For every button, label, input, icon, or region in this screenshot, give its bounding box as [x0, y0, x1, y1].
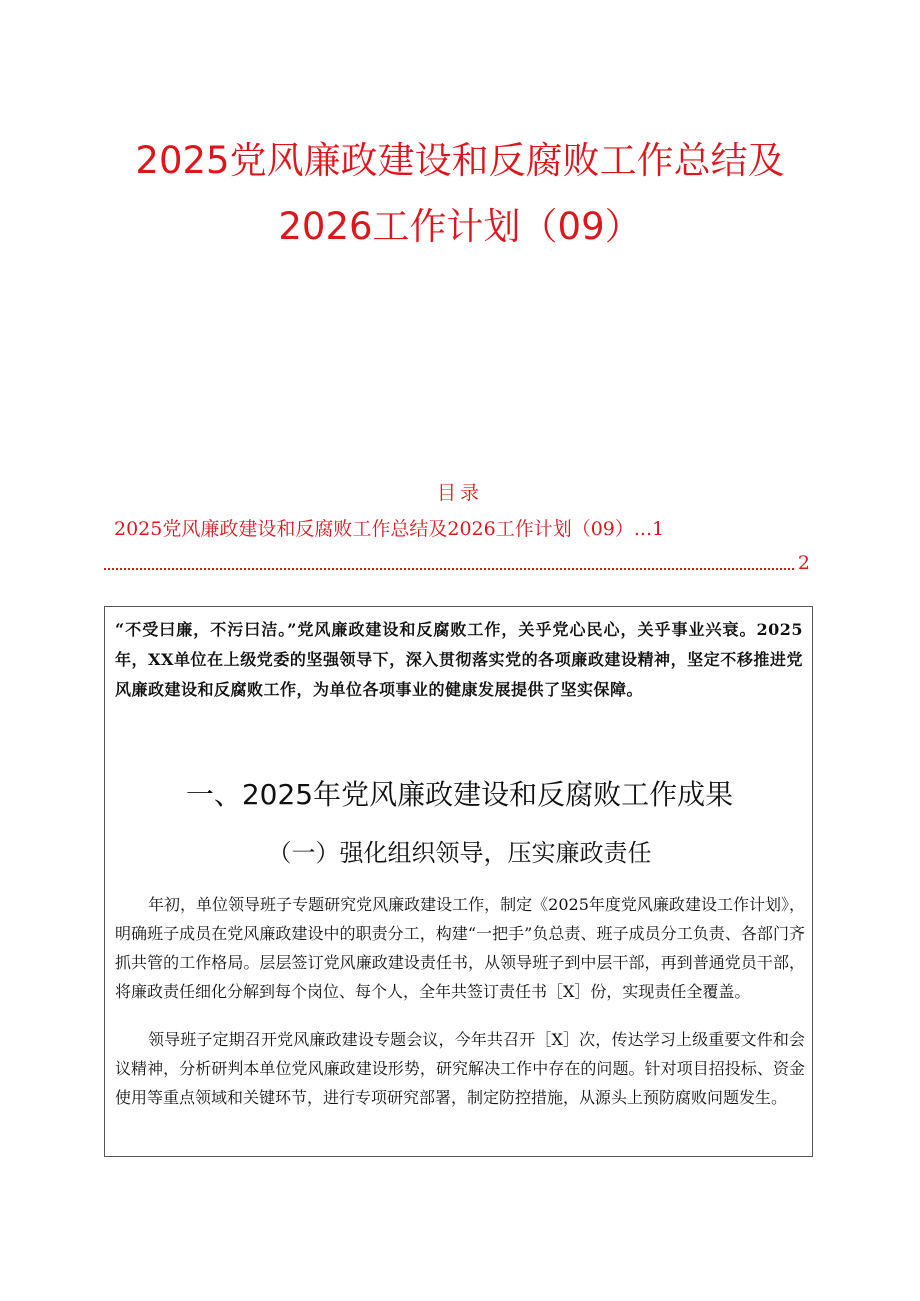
subsection-heading: （一）强化组织领导，压实廉政责任	[267, 839, 652, 867]
document-title-line-2: 2026工作计划（09）	[278, 205, 642, 248]
section-heading: 一、2025年党风廉政建设和反腐败工作成果	[185, 778, 734, 811]
toc-heading: 目录	[436, 482, 483, 504]
document-title	[0, 128, 920, 260]
toc-entry-title[interactable]: 2025党风廉政建设和反腐败工作总结及2026工作计划（09）	[114, 518, 634, 540]
document-title-line-1: 2025党风廉政建设和反腐败工作总结及	[135, 139, 785, 182]
toc-second-page-number: 2	[797, 552, 810, 574]
toc-leader-line[interactable]	[104, 549, 816, 577]
content-frame	[104, 606, 813, 1157]
toc-entry-page: ...1	[633, 518, 665, 540]
dot-leader	[104, 568, 794, 570]
body-paragraph: 领导班子定期召开党风廉政建设专题会议，今年共召开［X］次，传达学习上级重要文件和会议精神，分析研判本单位党风廉政建设形势，研究解决工作中存在的问题。针对项目招投标、资金使用等重点领域和关键环节，进行专项研究部署，制定防控措施，从源头上预防腐败问题发生。	[115, 1030, 805, 1107]
intro-paragraph: “不受曰廉，不污曰洁。”党风廉政建设和反腐败工作，关乎党心民心，关乎事业兴衰。2025年，XX单位在上级党委的坚强领导下，深入贯彻落实党的各项廉政建设精神，坚定不移推进党风廉政建设和反腐败工作，为单位各项事业的健康发展提供了坚实保障。	[115, 620, 803, 699]
toc-entry[interactable]	[114, 515, 814, 543]
body-paragraph: 年初，单位领导班子专题研究党风廉政建设工作，制定《2025年度党风廉政建设工作计划》，明确班子成员在党风廉政建设中的职责分工，构建“一把手”负总责、班子成员分工负责、各部门齐抓共管的工作格局。层层签订党风廉政建设责任书，从领导班子到中层干部，再到普通党员干部，将廉政责任细化分解到每个岗位、每个人，全年共签订责任书［X］份，实现责任全覆盖。	[115, 895, 805, 1001]
